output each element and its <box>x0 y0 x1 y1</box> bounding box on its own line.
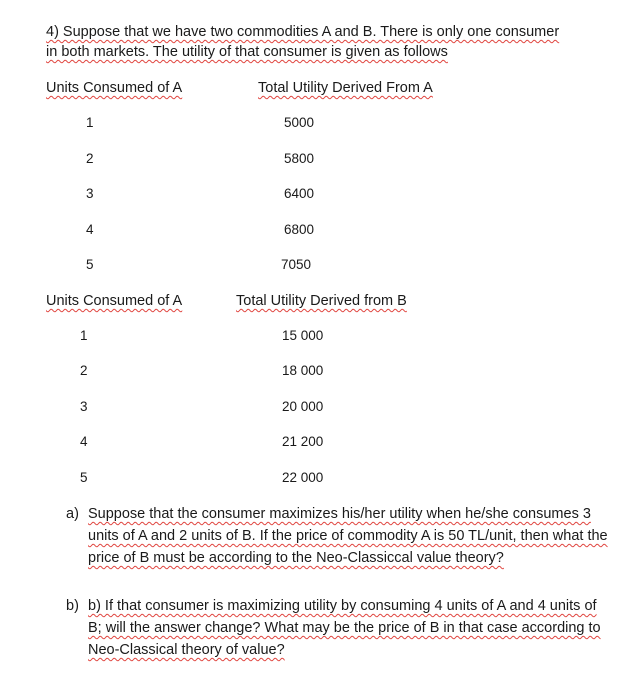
table-a-units-cell: 4 <box>86 222 94 237</box>
table-b-utility-cell: 22 000 <box>282 470 324 485</box>
table-b-units-header: Units Consumed of A <box>46 293 183 309</box>
table-a-utility-cell: 5000 <box>284 115 315 130</box>
table-b-units-cell: 2 <box>80 363 88 378</box>
question-a <box>66 503 616 593</box>
question-a-text: Suppose that the consumer maximizes his/her utility when he/she consumes 3 units of A and 2 units of B. If the price of commodity A is 50 TL/unit, then what the price of B must be according to the Neo-Classiccal value theory? <box>88 506 608 566</box>
table-b-utility-cell: 18 000 <box>282 363 324 378</box>
table-b-utility-cell: 20 000 <box>282 399 324 414</box>
table-b-utility-cell: 21 200 <box>282 434 324 449</box>
table-b-units-cell: 4 <box>80 434 88 449</box>
table-a-units-cell: 1 <box>86 115 94 130</box>
table-b-utility-header: Total Utility Derived from B <box>236 293 407 309</box>
table-b-units-cell: 5 <box>80 470 88 485</box>
table-a-utility-cell: 5800 <box>284 151 315 166</box>
table-a-units-cell: 5 <box>86 257 94 272</box>
question-b-label: b) <box>66 598 79 614</box>
table-a-utility-cell: 6400 <box>284 186 315 201</box>
intro-line-2: in both markets. The utility of that consumer is given as follows <box>46 44 448 60</box>
table-b-utility-cell: 15 000 <box>282 328 324 343</box>
question-b-text: b) If that consumer is maximizing utility by consuming 4 units of A and 4 units of B; will the answer change? What may be the price of B in that case according to Neo-Classical theory of value? <box>88 598 601 658</box>
table-b-units-cell: 1 <box>80 328 88 343</box>
question-b <box>66 595 616 667</box>
table-a-units-header: Units Consumed of A <box>46 80 183 96</box>
table-b-units-cell: 3 <box>80 399 88 414</box>
table-a-units-cell: 2 <box>86 151 94 166</box>
intro-line-1: 4) Suppose that we have two commodities A and B. There is only one consumer <box>46 24 560 40</box>
table-a-units-cell: 3 <box>86 186 94 201</box>
table-a-utility-cell: 6800 <box>284 222 315 237</box>
table-a-utility-cell: 7050 <box>281 257 312 272</box>
table-a-utility-header: Total Utility Derived From A <box>258 80 433 96</box>
question-a-label: a) <box>66 506 79 522</box>
